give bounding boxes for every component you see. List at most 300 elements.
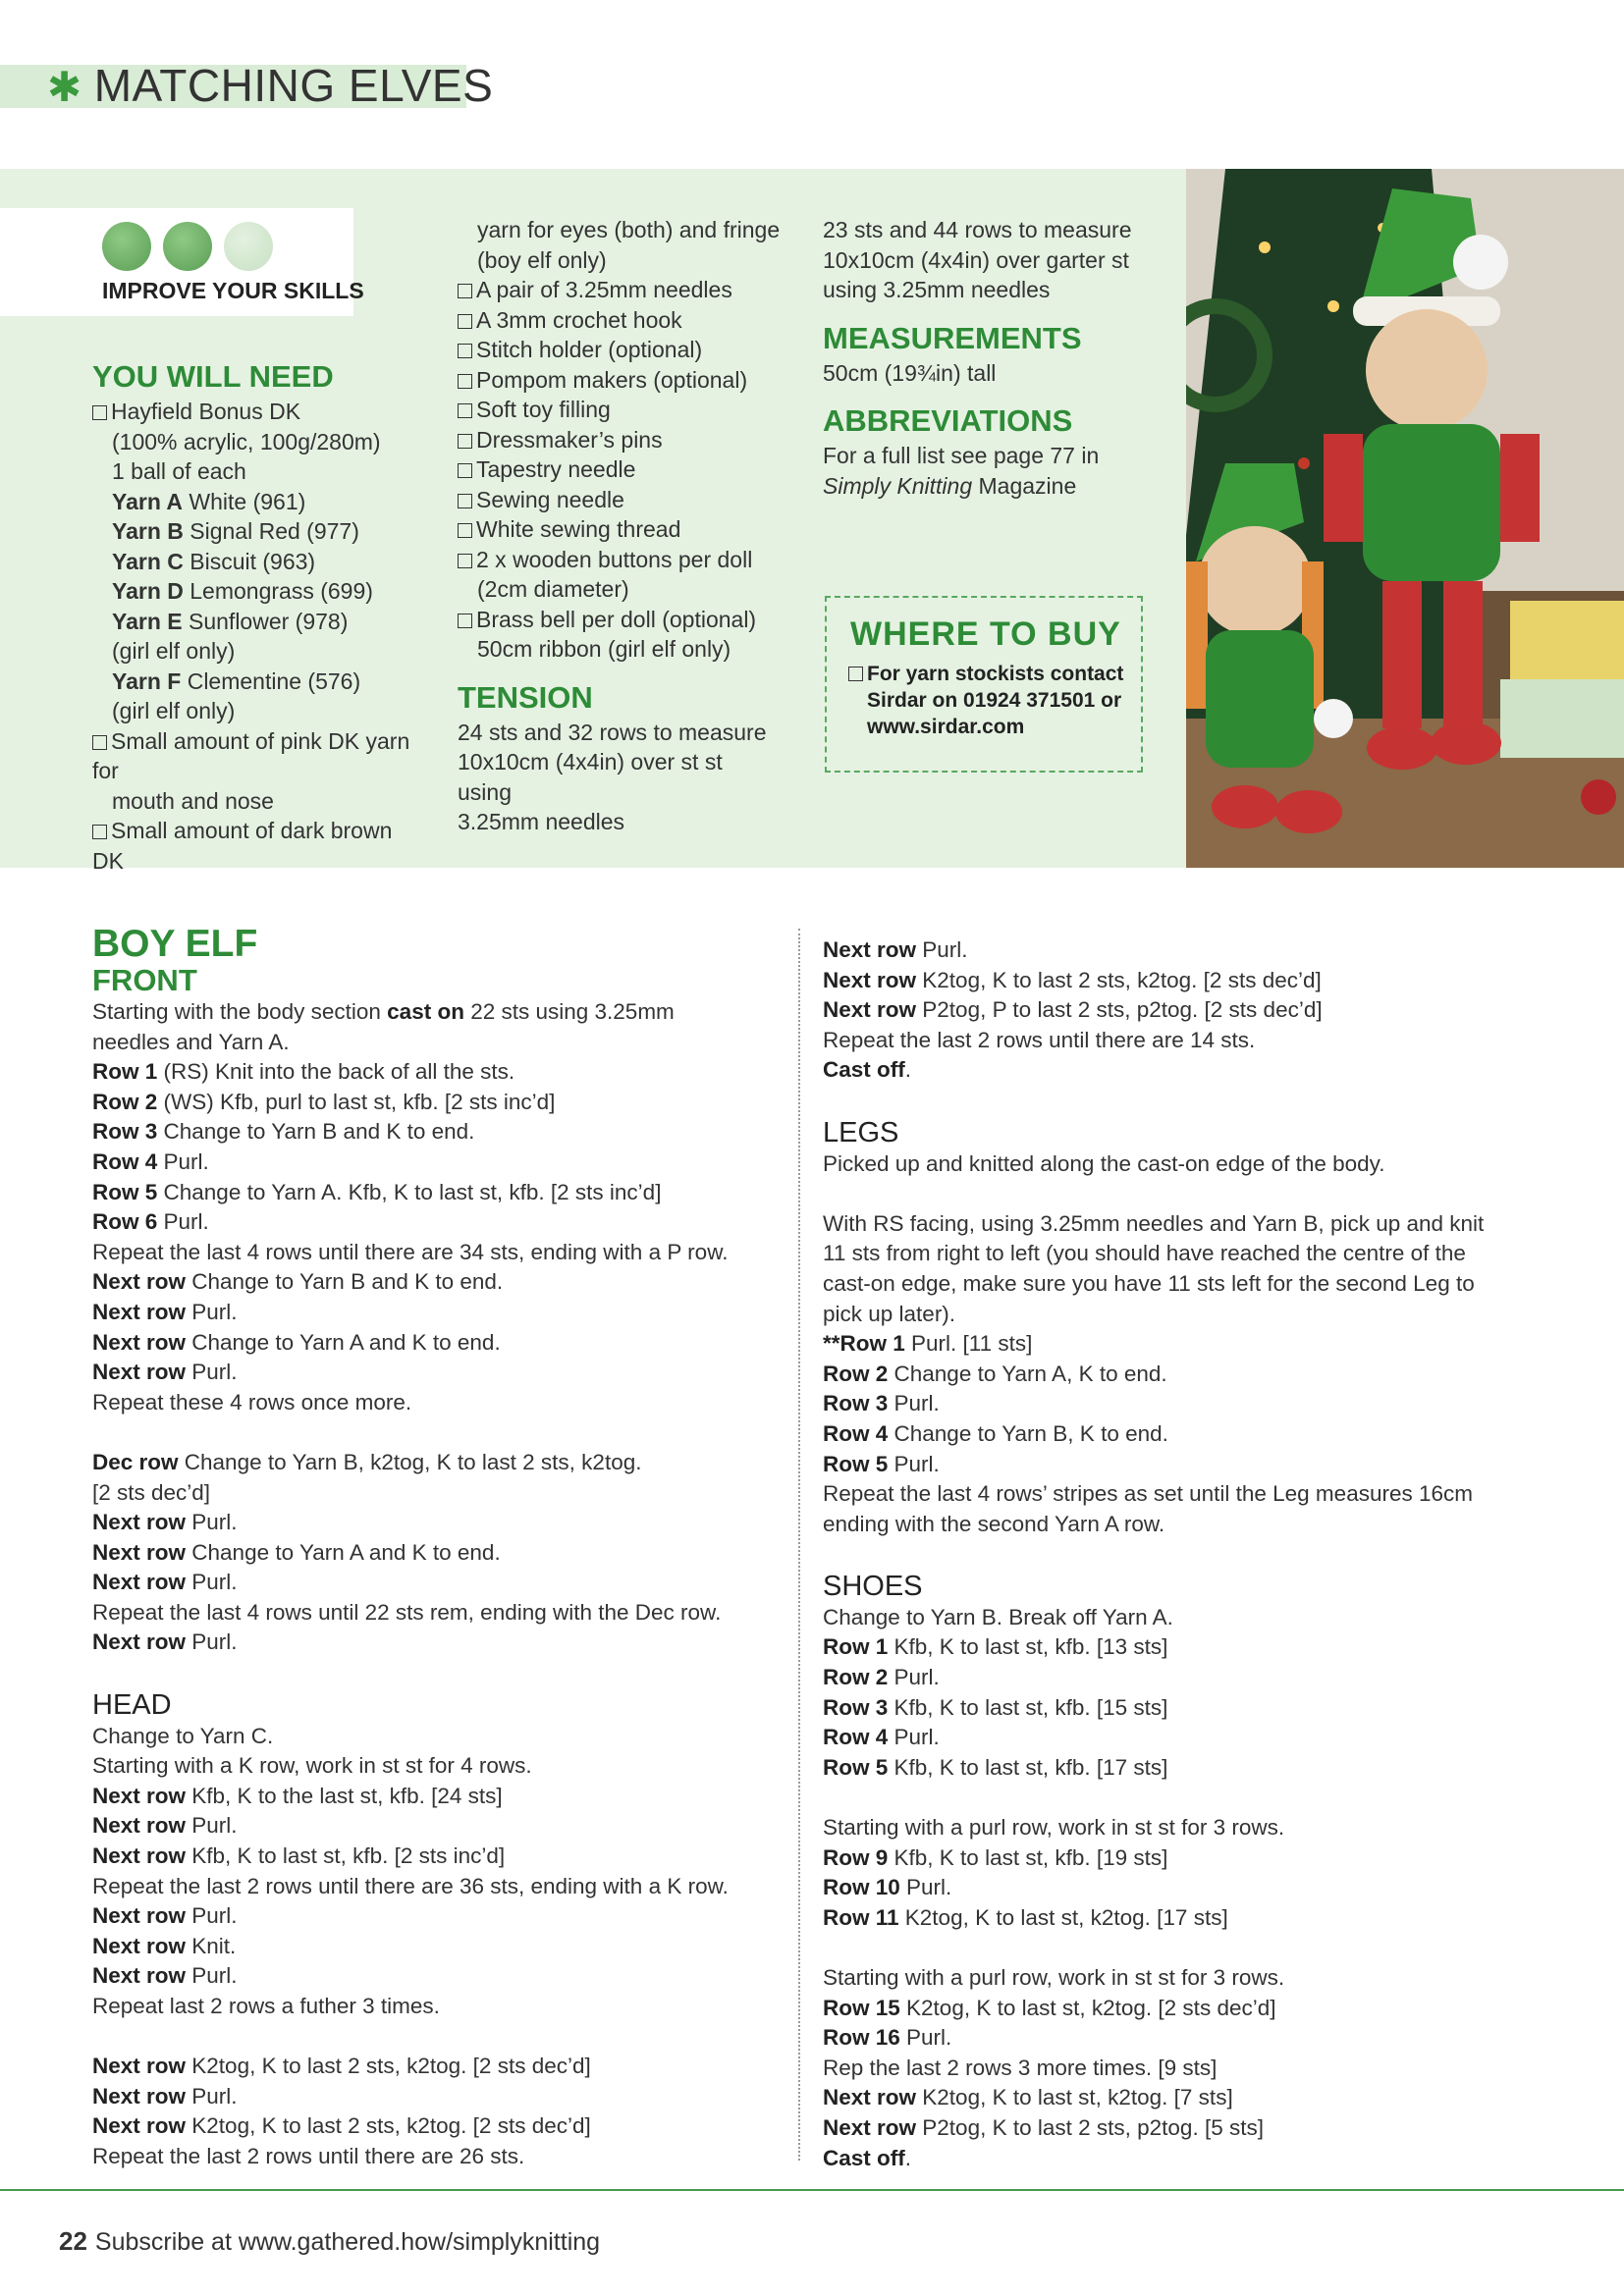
abbreviations-text: For a full list see page 77 in [823,443,1100,468]
row-instruction: K2tog, K to last st, k2tog. [7 sts] [916,2085,1233,2110]
row-label: Next row [92,2083,187,2109]
checkbox-icon [848,667,863,681]
garter-tension: 10x10cm (4x4in) over garter st [823,246,1129,273]
row-instruction: Repeat the last 4 rows’ stripes as set until the Leg measures 16cm [823,1481,1473,1507]
row-instruction: With RS facing, using 3.25mm needles and Yarn B, pick up and knit [823,1210,1485,1236]
yarn-line [92,547,426,577]
row-label: Next row [823,967,917,992]
yarn-value: Sunflower (978) [182,608,349,634]
row-instruction: . [904,2145,912,2170]
checklist-item [458,275,782,305]
row-instruction: . [904,1057,912,1083]
row-instruction: Starting with a purl row, work in st st for 3 rows. [823,1965,1285,1990]
row-instruction: Purl. [899,1875,952,1900]
pattern-row [823,1269,1530,1300]
pattern-row [92,1992,780,2022]
row-label: Next row [92,2113,187,2139]
checkbox-icon [92,825,107,839]
row-label: Next row [92,1933,187,1958]
row-instruction: ending with the second Yarn A row. [823,1511,1165,1536]
checklist-text: Small amount of pink DK yarn for [92,727,410,783]
row-instruction: (RS) Knit into the back of all the sts. [157,1059,515,1085]
pattern-row [823,1479,1530,1510]
pattern-row [823,1055,1530,1086]
yarn-note: (girl elf only) [112,698,236,723]
pattern-row [92,1207,780,1238]
head-rows [92,1722,780,2172]
front-rows [92,1057,780,1658]
yarn-line [92,516,426,547]
elves-illustration [1186,169,1624,868]
row-instruction: Kfb, K to last st, kfb. [15 sts] [888,1694,1168,1720]
row-label: Next row [92,1813,187,1839]
you-will-need-heading: YOU WILL NEED [92,359,334,394]
row-label: Cast off [823,1057,905,1083]
row-instruction: Change to Yarn A, K to end. [888,1361,1167,1386]
footer-rule [0,2189,1624,2191]
pattern-row [823,1419,1530,1450]
checklist-text: Dressmaker’s pins [476,426,663,453]
abbreviations-text [823,471,1147,502]
where-to-buy-text [848,661,1133,740]
checklist-item [92,397,426,427]
head-rows-continued [823,935,1530,1086]
checkbox-icon [458,344,472,358]
pattern-row [823,1239,1530,1269]
pattern-row [823,1994,1530,2024]
where-to-buy-line [848,661,1133,687]
pattern-row [823,1903,1530,1934]
row-instruction: Purl. [157,1148,209,1174]
checklist-item [458,485,782,515]
checklist-text: Sewing needle [476,486,624,512]
pattern-row [92,1811,780,1842]
row-instruction: P2tog, K to last 2 sts, p2tog. [5 sts] [916,2114,1264,2140]
pattern-row [823,1603,1530,1633]
row-label: Dec row [92,1449,179,1474]
pattern-row [823,2083,1530,2113]
pattern-row [823,966,1530,996]
pattern-row [92,1117,780,1148]
pattern-row [823,1300,1530,1330]
pattern-row [823,1843,1530,1874]
pattern-row [823,1813,1530,1843]
footer [59,2226,600,2257]
row-instruction: Kfb, K to last st, kfb. [13 sts] [888,1634,1168,1660]
row-instruction: Repeat the last 2 rows until there are 14 sts. [823,1027,1256,1052]
measurements-text: 50cm (19¾in) tall [823,359,997,386]
row-label: Next row [92,1963,187,1989]
row-instruction: Purl. [916,937,968,962]
row-instruction: Purl. [186,1570,238,1595]
pattern-row [92,1872,780,1902]
yarn-ball-icon [224,222,273,271]
where-to-buy-heading: WHERE TO BUY [850,615,1121,653]
needs-column-2 [458,215,782,837]
checklist-text: 2 x wooden buttons per doll [476,546,753,572]
pattern-row [92,2111,780,2142]
row-instruction: Change to Yarn C. [92,1723,274,1748]
row-instruction: Repeat these 4 rows once more. [92,1389,412,1415]
row-instruction: Change to Yarn B. Break off Yarn A. [823,1604,1173,1629]
row-label: Next row [92,1360,187,1385]
row-instruction: K2tog, K to last st, k2tog. [17 sts] [898,1904,1228,1930]
row-label: Row 1 [92,1059,158,1085]
yarn-line [92,576,426,607]
row-instruction: Change to Yarn B and K to end. [186,1269,504,1295]
row-instruction: Picked up and knitted along the cast-on edge of the body. [823,1150,1385,1176]
brown-yarn: yarn for eyes (both) and fringe [477,217,781,242]
checkbox-icon [458,284,472,298]
row-instruction: K2tog, K to last 2 sts, k2tog. [2 sts dec’d] [186,2054,591,2079]
row-instruction: (WS) Kfb, purl to last st, kfb. [2 sts inc’d] [157,1089,556,1114]
row-instruction: Rep the last 2 rows 3 more times. [9 sts] [823,2055,1218,2080]
pattern-row [92,1722,780,1752]
row-instruction: 11 sts from right to left (you should have reached the centre of the [823,1241,1466,1266]
pattern-row [92,1901,780,1932]
tension-text: 10x10cm (4x4in) over st st using [458,749,723,805]
row-label: Next row [92,1329,187,1355]
pattern-row [823,1209,1530,1240]
row-label: Row 3 [823,1694,889,1720]
checklist-item [458,454,782,485]
where-to-buy-line [848,687,1133,714]
row-instruction: Purl. [186,1360,238,1385]
row-instruction: Starting with a K row, work in st st for 4 rows. [92,1753,532,1779]
where-to-buy-box [825,596,1143,773]
legs-rows [823,1149,1530,1540]
where-to-buy-text: For yarn stockists contact [867,663,1124,685]
row-label: Row 10 [823,1875,900,1900]
row-instruction: P2tog, P to last 2 sts, p2tog. [2 sts dec’d] [916,997,1323,1023]
row-label: Next row [92,1510,187,1535]
pattern-row [92,1178,780,1208]
yarn-key: Yarn F [112,667,182,694]
row-instruction: [2 sts dec’d] [92,1479,211,1505]
checkbox-icon [458,314,472,329]
row-label: **Row 1 [823,1331,905,1357]
row-instruction: Kfb, K to the last st, kfb. [24 sts] [186,1783,503,1808]
row-label: Row 11 [823,1904,899,1930]
tension-text: 24 sts and 32 rows to measure [458,719,767,745]
pattern-row [92,1267,780,1298]
row-label: Row 2 [823,1665,889,1690]
pattern-row [92,1782,780,1812]
yarn-value: Signal Red (977) [183,518,359,544]
pattern-row [823,1389,1530,1419]
row-instruction: Purl. [186,1963,238,1989]
pattern-row [92,2082,780,2112]
checklist-item [92,726,426,786]
yarn-key: Yarn E [112,608,183,634]
pattern-row [92,1842,780,1872]
pattern-row [823,935,1530,966]
checkbox-icon [92,735,107,750]
row-instruction: pick up later). [823,1301,956,1326]
row-label: Row 5 [823,1451,889,1476]
row-instruction: Purl. [186,1510,238,1535]
row-label: Row 5 [92,1179,158,1204]
pattern-row [823,2054,1530,2084]
pattern-row [92,2142,780,2172]
checklist-item [458,335,782,365]
checklist-item [458,365,782,396]
row-label: Row 15 [823,1995,900,2020]
row-instruction: Kfb, K to last st, kfb. [19 sts] [888,1844,1168,1870]
row-instruction: Purl. [186,1813,238,1839]
where-to-buy-text: Sirdar on 01924 371501 or [867,689,1122,712]
yarn-key: Yarn B [112,518,184,544]
row-label: Next row [823,2085,917,2110]
row-label: Row 4 [823,1725,889,1750]
row-instruction: K2tog, K to last 2 sts, k2tog. [2 sts dec’d] [916,967,1322,992]
pattern-row [92,1751,780,1782]
needs-column-1 [92,357,426,876]
checklist-text: Soft toy filling [476,397,611,422]
pattern-row [92,1448,780,1478]
checklist-item [458,605,782,635]
row-label: Row 16 [823,2025,900,2051]
row-label: Row 6 [92,1209,158,1235]
pattern-row [92,1238,780,1268]
yarn-value: Biscuit (963) [183,548,316,574]
checklist-item [458,545,782,575]
checkbox-icon [458,463,472,478]
row-label: Next row [823,2114,917,2140]
yarn-line [92,667,426,697]
checklist-text: A pair of 3.25mm needles [476,277,732,302]
row-label: Next row [92,1539,187,1565]
pattern-row [823,2113,1530,2144]
brown-yarn: (boy elf only) [477,246,607,273]
pattern-row [823,1963,1530,1994]
row-label: Next row [92,1783,187,1808]
row-label: Row 2 [823,1361,889,1386]
row-instruction: Purl. [888,1391,940,1416]
row-label: Next row [92,1269,187,1295]
yarn-ball-icon [102,222,151,271]
front-heading: FRONT [92,963,197,997]
row-instruction: Change to Yarn A and K to end. [186,1329,501,1355]
row-label: Row 3 [92,1119,158,1145]
checklist-text: A 3mm crochet hook [476,306,682,333]
pattern-row [92,1057,780,1088]
pattern-row [823,1149,1530,1180]
shoes-heading: SHOES [823,1570,923,1602]
front-intro: Starting with the body section cast on 22 sts using 3.25mm [92,999,675,1024]
checkbox-icon [458,523,472,538]
garter-tension: using 3.25mm needles [823,277,1051,302]
pattern-row [92,1388,780,1418]
checklist-text: Pompom makers (optional) [476,366,748,393]
page-number: 22 [59,2226,87,2256]
yarn-key: Yarn C [112,548,184,574]
yarn-ball-icon [163,222,212,271]
abbreviations-text-rest: Magazine [972,472,1077,499]
pattern-row [92,1508,780,1538]
row-label: Row 3 [823,1391,889,1416]
row-label: Row 4 [823,1420,889,1446]
row-instruction: Change to Yarn B, k2tog, K to last 2 sts, k2tog. [178,1449,642,1474]
checklist-item [458,425,782,455]
row-instruction: Kfb, K to last st, kfb. [17 sts] [888,1754,1168,1780]
measurements-heading: MEASUREMENTS [823,320,1082,355]
pattern-row [823,1510,1530,1540]
row-instruction: Repeat the last 4 rows until 22 sts rem, ending with the Dec row. [92,1599,722,1625]
checklist-item [458,514,782,545]
pattern-row [92,1148,780,1178]
pattern-row [92,1538,780,1569]
pattern-row [92,1478,780,1509]
pattern-row [92,1358,780,1388]
row-instruction: Purl. [888,1665,940,1690]
pink-yarn: mouth and nose [112,787,274,814]
row-instruction: Purl. [186,1299,238,1324]
front-intro: needles and Yarn A. [92,1029,290,1054]
skills-label: IMPROVE YOUR SKILLS [102,278,364,303]
row-instruction: Repeat the last 2 rows until there are 36 sts, ending with a K row. [92,1873,729,1898]
yarn-line [92,607,426,637]
checklist-text: Brass bell per doll (optional) [476,606,757,632]
checklist-text: Tapestry needle [476,456,636,482]
row-label: Next row [92,2054,187,2079]
checklist-text: 50cm ribbon (girl elf only) [477,636,731,662]
row-instruction: Purl. [899,2025,952,2051]
yarn-note: (girl elf only) [112,638,236,664]
row-label: Next row [92,1629,187,1655]
pattern-row [823,2144,1530,2174]
row-label: Cast off [823,2145,905,2170]
yarn-info: (100% acrylic, 100g/280m) [112,428,381,454]
row-instruction: Purl. [11 sts] [904,1331,1033,1357]
row-label: Row 5 [823,1754,889,1780]
checklist-text: Hayfield Bonus DK [111,399,301,424]
pattern-row [823,995,1530,1026]
row-label: Next row [823,997,917,1023]
pattern-right-column [823,935,1530,2173]
pattern-row [823,1360,1530,1390]
subscribe-link[interactable]: Subscribe at www.gathered.how/simplyknitting [94,2228,601,2256]
pattern-row [823,1723,1530,1753]
pattern-row [823,2023,1530,2054]
checkbox-icon [458,554,472,568]
yarn-line [92,487,426,517]
tension-text: 3.25mm needles [458,809,625,834]
row-label: Next row [823,937,917,962]
pattern-row [92,1328,780,1359]
pattern-row [823,1632,1530,1663]
row-instruction: Kfb, K to last st, kfb. [2 sts inc’d] [186,1843,506,1869]
row-label: Row 1 [823,1634,889,1660]
where-to-buy-line [848,714,1133,740]
pattern-row [92,1598,780,1629]
row-instruction: Knit. [186,1933,237,1958]
row-instruction: Repeat last 2 rows a futher 3 times. [92,1994,440,2018]
row-instruction: Purl. [186,2083,238,2109]
pattern-row [823,1450,1530,1480]
row-label: Row 2 [92,1089,158,1114]
pattern-row [92,1088,780,1118]
needs-column-3 [823,215,1147,501]
row-instruction: Purl. [157,1209,209,1235]
pattern-row [92,1298,780,1328]
abbreviations-heading: ABBREVIATIONS [823,403,1073,438]
magazine-name: Simply Knitting [823,472,973,499]
yarn-key: Yarn D [112,578,184,604]
checklist-item [92,816,426,876]
row-instruction: Repeat the last 2 rows until there are 26 sts. [92,2143,525,2168]
elves-photo [1186,169,1624,868]
yarn-value: Clementine (576) [181,667,361,694]
checklist-text: Stitch holder (optional) [476,337,703,362]
row-label: Row 9 [823,1844,889,1870]
tension-heading: TENSION [458,679,593,715]
pattern-row [823,1693,1530,1724]
pattern-row [92,2052,780,2082]
pattern-row [823,1753,1530,1784]
checkbox-icon [458,403,472,418]
checkbox-icon [458,434,472,449]
row-instruction: Change to Yarn B, K to end. [888,1420,1168,1446]
where-to-buy-text: www.sirdar.com [867,716,1025,738]
shoes-rows [823,1603,1530,2173]
row-instruction: Purl. [186,1903,238,1929]
row-instruction: cast-on edge, make sure you have 11 sts left for the second Leg to [823,1270,1475,1296]
boy-elf-heading: BOY ELF [92,923,258,965]
yarn-info: 1 ball of each [112,458,246,484]
row-instruction: Purl. [888,1451,940,1476]
row-instruction: Purl. [186,1629,238,1655]
row-instruction: Starting with a purl row, work in st st for 3 rows. [823,1815,1285,1841]
column-divider [798,929,800,2161]
checklist-item [458,395,782,425]
checklist-item [458,305,782,336]
pattern-row [92,1961,780,1992]
row-instruction: Purl. [888,1725,940,1750]
pattern-row [823,1329,1530,1360]
flower-icon: ✱ [47,64,82,110]
pattern-row [823,1873,1530,1903]
head-heading: HEAD [92,1688,172,1721]
row-label: Row 4 [92,1148,158,1174]
row-label: Next row [92,1843,187,1869]
row-instruction: Change to Yarn A. Kfb, K to last st, kfb. [2 sts inc’d] [157,1179,662,1204]
yarn-key: Yarn A [112,488,184,514]
checkbox-icon [92,405,107,420]
row-label: Next row [92,1570,187,1595]
yarn-value: Lemongrass (699) [183,578,373,604]
pattern-row [92,1932,780,1962]
row-instruction: Repeat the last 4 rows until there are 34 sts, ending with a P row. [92,1239,729,1264]
row-instruction: Change to Yarn B and K to end. [157,1119,475,1145]
pattern-row [823,1663,1530,1693]
pattern-row [823,1026,1530,1056]
row-instruction: K2tog, K to last 2 sts, k2tog. [2 sts dec’d] [186,2113,591,2139]
garter-tension: 23 sts and 44 rows to measure [823,217,1132,242]
checklist-text: (2cm diameter) [477,576,629,602]
row-label: Next row [92,1903,187,1929]
pattern-row [92,1628,780,1658]
checkbox-icon [458,494,472,508]
checkbox-icon [458,614,472,628]
row-instruction: K2tog, K to last st, k2tog. [2 sts dec’d] [899,1995,1276,2020]
pattern-left-column [92,925,780,2172]
yarn-value: White (961) [183,488,306,514]
row-instruction: Change to Yarn A and K to end. [186,1539,501,1565]
legs-heading: LEGS [823,1116,899,1148]
checkbox-icon [458,374,472,389]
row-label: Next row [92,1299,187,1324]
